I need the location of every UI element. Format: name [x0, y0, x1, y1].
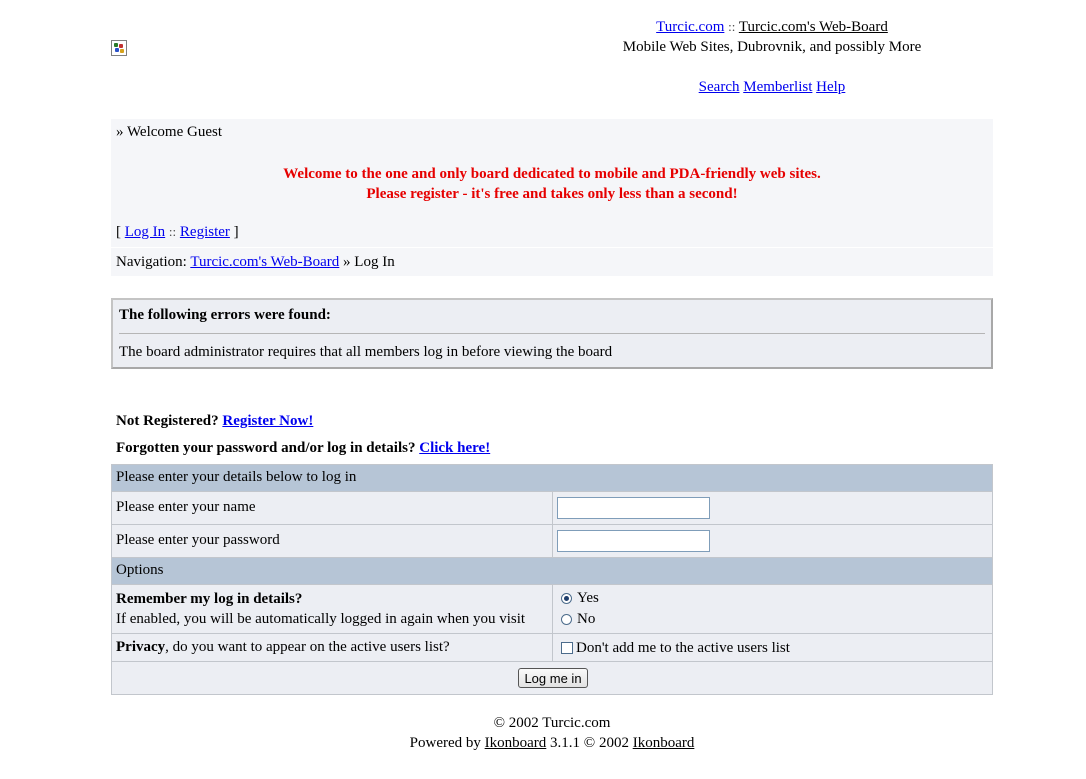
submit-row: [112, 662, 992, 694]
broken-logo-icon: [111, 40, 127, 56]
form-header: Please enter your details below to log in: [116, 469, 357, 485]
search-link[interactable]: Search: [698, 79, 740, 95]
password-label: Please enter your password: [116, 532, 280, 548]
register-link[interactable]: Register: [179, 224, 230, 240]
privacy-title: Privacy: [116, 639, 166, 655]
site-link[interactable]: Turcic.com: [656, 19, 725, 35]
name-row: [112, 492, 992, 525]
welcome-guest-text: » Welcome Guest: [116, 124, 222, 140]
privacy-row: [112, 634, 992, 662]
board-link[interactable]: Turcic.com's Web-Board: [738, 19, 888, 35]
top-nav: [560, 79, 984, 96]
notice-line-1: Welcome to the one and only board dedicated to mobile and PDA-friendly web sites.: [283, 166, 821, 182]
log-me-in-button[interactable]: Log me in: [518, 668, 588, 688]
login-separator: ::: [168, 224, 177, 239]
remember-yes-radio[interactable]: [561, 593, 572, 604]
name-label: Please enter your name: [116, 499, 256, 515]
password-input[interactable]: [557, 530, 710, 552]
help-link[interactable]: Help: [816, 79, 846, 95]
remember-no-radio[interactable]: [561, 614, 572, 625]
password-row: [112, 525, 992, 558]
header-separator: ::: [728, 19, 736, 34]
powered-by-text: Powered by: [409, 735, 481, 751]
memberlist-link[interactable]: Memberlist: [743, 79, 813, 95]
breadcrumb-arrow: »: [343, 254, 351, 270]
ikonboard-link[interactable]: Ikonboard: [484, 735, 547, 751]
error-title: The following errors were found:: [119, 307, 331, 323]
remember-yes-label[interactable]: Yes: [577, 590, 599, 606]
error-message: The board administrator requires that all members log in before viewing the board: [119, 344, 613, 360]
form-header-row: [112, 465, 992, 492]
name-input[interactable]: [557, 497, 710, 519]
privacy-text: [116, 639, 450, 656]
privacy-checkbox-label[interactable]: Don't add me to the active users list: [576, 640, 790, 656]
bracket-open: [: [116, 224, 121, 240]
login-link[interactable]: Log In: [124, 224, 166, 240]
forgotten-text: Forgotten your password and/or log in details?: [116, 440, 416, 456]
not-registered-line: [116, 413, 313, 430]
options-header-row: [112, 558, 992, 585]
breadcrumb-board-link[interactable]: Turcic.com's Web-Board: [190, 254, 340, 270]
privacy-description: , do you want to appear on the active users list?: [165, 639, 450, 655]
footer-copyright: © 2002 Turcic.com: [493, 715, 611, 731]
remember-no-label[interactable]: No: [577, 611, 596, 627]
remember-row: [112, 585, 992, 634]
breadcrumb-current: Log In: [354, 254, 395, 270]
forgotten-password-line: [116, 440, 490, 457]
welcome-notice: [111, 164, 993, 204]
not-registered-text: Not Registered?: [116, 413, 219, 429]
forgotten-click-here-link[interactable]: Click here!: [419, 440, 491, 456]
breadcrumb-label: Navigation:: [116, 254, 187, 270]
welcome-panel: [111, 119, 993, 247]
login-register-links: [116, 224, 239, 241]
breadcrumb: [111, 248, 993, 276]
footer-powered-by: [0, 735, 1086, 752]
site-tagline: Mobile Web Sites, Dubrovnik, and possibly More: [622, 39, 922, 55]
error-box: [111, 298, 993, 369]
notice-line-2: Please register - it's free and takes only less than a second!: [366, 186, 738, 202]
remember-title: Remember my log in details?: [116, 591, 303, 607]
header-links: [560, 19, 984, 36]
bracket-close: ]: [233, 224, 239, 240]
privacy-checkbox[interactable]: [561, 642, 573, 654]
register-now-link[interactable]: Register Now!: [222, 413, 314, 429]
ikonboard-link-2[interactable]: Ikonboard: [632, 735, 695, 751]
error-divider: [119, 333, 985, 334]
options-header: Options: [116, 562, 164, 578]
login-form: [111, 464, 993, 695]
version-text: 3.1.1 © 2002: [550, 735, 629, 751]
remember-description: If enabled, you will be automatically logged in again when you visit: [116, 611, 526, 627]
